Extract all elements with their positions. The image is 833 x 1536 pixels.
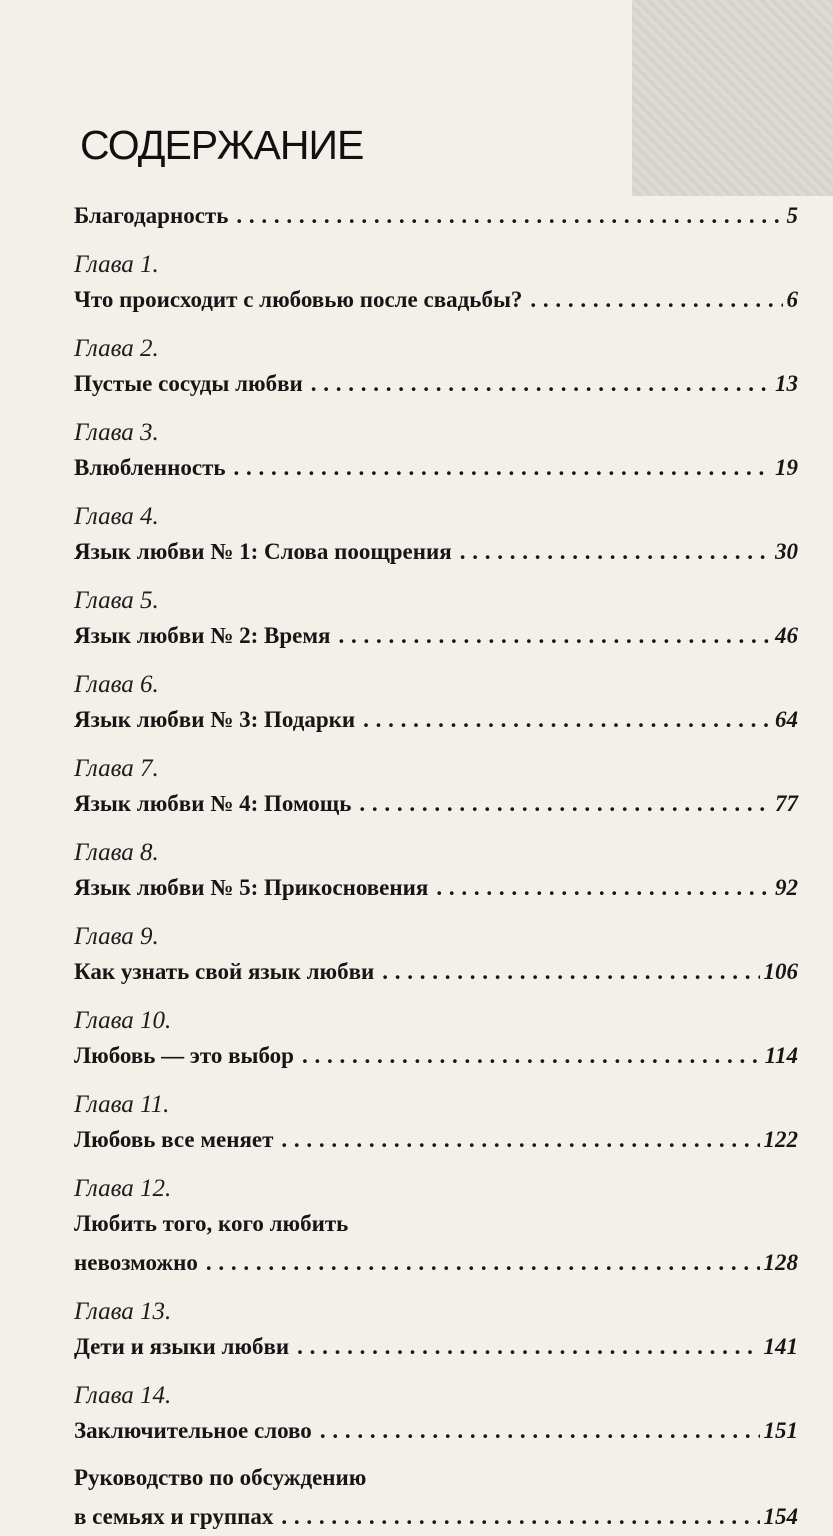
toc-line — [74, 448, 798, 487]
toc-entry[interactable] — [74, 1006, 798, 1075]
toc-line — [74, 868, 798, 907]
toc-page-number: 6 — [786, 287, 798, 312]
toc-entry-title: Как узнать свой язык любви — [74, 959, 375, 984]
toc-entry-title: Влюбленность — [74, 455, 226, 480]
chapter-label: Глава 5. — [74, 587, 159, 614]
leader-dots — [338, 616, 771, 655]
toc-page-number: 46 — [775, 623, 798, 648]
toc-entry[interactable] — [74, 334, 798, 403]
leader-dots — [281, 1120, 759, 1159]
toc-entry[interactable] — [74, 502, 798, 571]
toc-entry-title: в семьях и группах — [74, 1504, 274, 1529]
toc-entry[interactable] — [74, 1458, 798, 1536]
chapter-label: Глава 7. — [74, 755, 159, 782]
toc-line — [74, 1411, 798, 1450]
leader-dots — [236, 196, 782, 235]
leader-dots — [311, 364, 771, 403]
toc-entry[interactable] — [74, 1297, 798, 1366]
toc-entry[interactable] — [74, 196, 798, 235]
toc-title: СОДЕРЖАНИЕ — [80, 122, 364, 168]
leader-dots — [359, 784, 771, 823]
toc-page-number: 128 — [763, 1250, 798, 1275]
toc-entry[interactable] — [74, 1090, 798, 1159]
toc-page-number: 106 — [763, 959, 798, 984]
toc-entry-title: Заключительное слово — [74, 1418, 312, 1443]
leader-dots — [436, 868, 771, 907]
bleed-through-corner — [632, 0, 833, 196]
toc-page-number: 92 — [775, 875, 798, 900]
leader-dots — [234, 448, 771, 487]
toc-entry-title: невозможно — [74, 1250, 198, 1275]
toc-line — [74, 616, 798, 655]
toc-page-number: 114 — [764, 1043, 798, 1068]
toc-entry-title: Дети и языки любви — [74, 1334, 290, 1359]
toc-line — [74, 784, 798, 823]
toc-entry[interactable] — [74, 586, 798, 655]
toc-entry-title: Любовь — это выбор — [74, 1043, 294, 1068]
chapter-label: Глава 10. — [74, 1007, 172, 1034]
toc-page-number: 13 — [775, 371, 798, 396]
leader-dots — [281, 1497, 759, 1536]
toc-line — [74, 1204, 798, 1243]
chapter-label: Глава 4. — [74, 503, 159, 530]
toc-entry-title: Язык любви № 5: Прикосновения — [74, 875, 429, 900]
toc-page-number: 151 — [763, 1418, 798, 1443]
toc-page-number: 77 — [775, 791, 798, 816]
toc-entry-title-line1: Руководство по обсуждению — [74, 1465, 367, 1490]
toc-entry[interactable] — [74, 922, 798, 991]
toc-page-number: 154 — [763, 1504, 798, 1529]
toc-entry[interactable] — [74, 670, 798, 739]
toc-line — [74, 1243, 798, 1282]
toc-entry[interactable] — [74, 1174, 798, 1282]
toc-line — [74, 280, 798, 319]
chapter-label: Глава 14. — [74, 1382, 172, 1409]
toc-entry-title: Язык любви № 1: Слова поощрения — [74, 539, 452, 564]
toc-line — [74, 364, 798, 403]
chapter-label: Глава 8. — [74, 839, 159, 866]
toc-line — [74, 1497, 798, 1536]
leader-dots — [363, 700, 771, 739]
toc-page-number: 5 — [786, 203, 798, 228]
toc-line — [74, 952, 798, 991]
toc-page-number: 141 — [763, 1334, 798, 1359]
toc-line — [74, 700, 798, 739]
toc-entry-title: Благодарность — [74, 203, 229, 228]
toc-entry-title: Что происходит с любовью после свадьбы? — [74, 287, 523, 312]
toc-entry-title: Язык любви № 4: Помощь — [74, 791, 352, 816]
leader-dots — [297, 1327, 759, 1366]
toc-page-number: 30 — [775, 539, 798, 564]
leader-dots — [530, 280, 782, 319]
toc-entry-title-line1: Любить того, кого любить — [74, 1211, 349, 1236]
toc-entry[interactable] — [74, 754, 798, 823]
toc-line — [74, 1458, 798, 1497]
toc-entry[interactable] — [74, 1381, 798, 1450]
toc-line — [74, 1120, 798, 1159]
leader-dots — [206, 1243, 760, 1282]
toc-page-number: 122 — [763, 1127, 798, 1152]
toc-entry[interactable] — [74, 250, 798, 319]
chapter-label: Глава 12. — [74, 1175, 172, 1202]
toc-line — [74, 1327, 798, 1366]
chapter-label: Глава 2. — [74, 335, 159, 362]
toc-page-number: 64 — [775, 707, 798, 732]
toc-entry-title: Любовь все меняет — [74, 1127, 274, 1152]
leader-dots — [302, 1036, 761, 1075]
chapter-label: Глава 6. — [74, 671, 159, 698]
chapter-label: Глава 13. — [74, 1298, 172, 1325]
toc-entry-title: Язык любви № 3: Подарки — [74, 707, 356, 732]
chapter-label: Глава 9. — [74, 923, 159, 950]
toc-line — [74, 532, 798, 571]
table-of-contents — [74, 196, 798, 1536]
chapter-label: Глава 11. — [74, 1091, 170, 1118]
leader-dots — [382, 952, 759, 991]
toc-line — [74, 1036, 798, 1075]
toc-entry[interactable] — [74, 838, 798, 907]
toc-entry-title: Язык любви № 2: Время — [74, 623, 331, 648]
toc-line — [74, 196, 798, 235]
leader-dots — [320, 1411, 760, 1450]
chapter-label: Глава 3. — [74, 419, 159, 446]
chapter-label: Глава 1. — [74, 251, 159, 278]
toc-entry[interactable] — [74, 418, 798, 487]
toc-page-number: 19 — [775, 455, 798, 480]
leader-dots — [460, 532, 771, 571]
toc-entry-title: Пустые сосуды любви — [74, 371, 303, 396]
